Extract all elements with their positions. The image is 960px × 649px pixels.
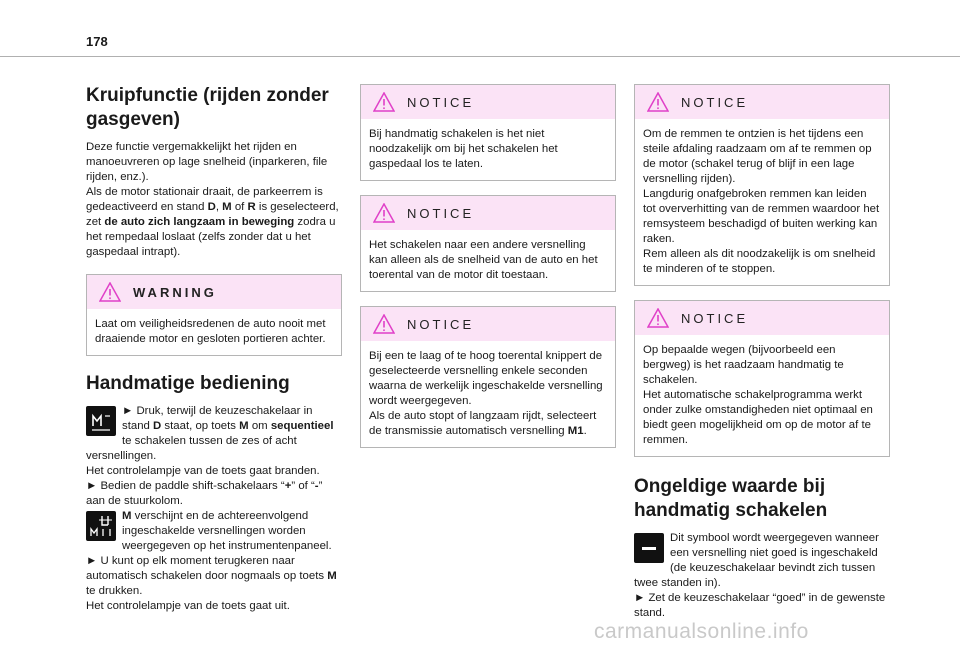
column-1 <box>86 84 342 614</box>
warning-triangle-icon <box>373 314 395 334</box>
notice-label: NOTICE <box>681 94 749 110</box>
page-number: 178 <box>86 34 108 49</box>
column-3 <box>634 84 890 621</box>
warning-box <box>86 274 342 356</box>
notice-text: Het schakelen naar een andere versnelling kan alleen als de snelheid van de auto en het toerental van de motor dit toestaan. <box>369 239 598 281</box>
warning-triangle-icon <box>373 92 395 112</box>
invalid-gear-icon <box>634 533 664 563</box>
watermark: carmanualsonline.info <box>594 620 809 643</box>
creep-intro: Deze functie vergemakkelijkt het rijden en manoeuvreren op lage snelheid (inparkeren, file rijden, enz.). <box>86 141 328 183</box>
manual-step-2: ► Bedien de paddle shift-schakelaars “+” of “-” aan de stuurkolom. <box>86 480 323 507</box>
warning-triangle-icon <box>99 282 121 302</box>
section-title-invalid: Ongeldige waarde bij handmatig schakelen <box>634 476 828 521</box>
invalid-description: Dit symbool wordt weergegeven wanneer een versnelling niet goed is ingeschakeld (de keuzeschakelaar bevindt zich tussen twee standen in). <box>634 532 879 589</box>
warning-label: WARNING <box>133 284 217 300</box>
notice-text: Om de remmen te ontzien is het tijdens een steile afdaling raadzaam om af te remmen op de motor (schakel terug of blijf in een lage versnelling rijden). Langdurig onafgebroken remmen kan leiden tot oververhitting van de remmen waardoor het remsysteem beschadigd of buiten werking kan raken. Rem alleen als dit noodzakelijk is om snelheid te minderen of te stoppen. <box>643 128 880 275</box>
notice-text: Bij handmatig schakelen is het niet noodzakelijk om bij het schakelen het gaspedaal los te laten. <box>369 128 558 170</box>
manual-lamp-off: Het controlelampje van de toets gaat uit. <box>86 600 290 612</box>
notice-header-3 <box>361 307 615 341</box>
notice-label: NOTICE <box>407 94 475 110</box>
notice-box-1 <box>360 84 616 181</box>
warning-triangle-icon <box>647 92 669 112</box>
notice-header-1 <box>361 85 615 119</box>
invalid-step: ► Zet de keuzeschakelaar “goed” in de gewenste stand. <box>634 592 886 619</box>
notice-text: Bij een te laag of te hoog toerental knippert de geselecteerde versnelling enkele seconden waarna de werkelijk ingeschakelde versnelling wordt weergegeven. Als de auto stopt of langzaam rijdt, selecteert de transmissie automatisch versnelling M1. <box>369 350 603 437</box>
notice-text: Op bepaalde wegen (bijvoorbeeld een bergweg) is het raadzaam handmatig te schakelen. Het automatische schakelprogramma werkt onder zulke omstandigheden niet optimaal en biedt geen mogelijkheid om op de motor af te remmen. <box>643 344 873 446</box>
section-title-manual: Handmatige bediening <box>86 373 290 394</box>
notice-header-5 <box>635 301 889 335</box>
section-title-creep: Kruipfunctie (rijden zonder gasgeven) <box>86 85 329 130</box>
notice-header-2 <box>361 196 615 230</box>
warning-text: Laat om veiligheidsredenen de auto nooit met draaiende motor en gesloten portieren achter. <box>95 318 326 345</box>
notice-header-4 <box>635 85 889 119</box>
notice-box-4 <box>634 84 890 286</box>
warning-header <box>87 275 341 309</box>
notice-label: NOTICE <box>407 205 475 221</box>
notice-label: NOTICE <box>407 316 475 332</box>
manual-lamp-on: Het controlelampje van de toets gaat branden. <box>86 465 320 477</box>
manual-step-1: ► Druk, terwijl de keuzeschakelaar in stand D staat, op toets M om sequentieel te schakelen tussen de zes of acht versnellingen. <box>86 405 334 462</box>
notice-box-5 <box>634 300 890 457</box>
notice-label: NOTICE <box>681 310 749 326</box>
warning-triangle-icon <box>647 308 669 328</box>
gear-display-icon <box>86 511 116 541</box>
creep-conditions: Als de motor stationair draait, de parkeerrem is gedeactiveerd en stand D, M of R is geselecteerd, zet de auto zich langzaam in beweging zodra u het rempedaal loslaat (zelfs zonder dat u het gaspedaal intrapt). <box>86 186 339 258</box>
notice-box-2 <box>360 195 616 292</box>
notice-box-3 <box>360 306 616 448</box>
warning-triangle-icon <box>373 203 395 223</box>
manual-mode-icon <box>86 406 116 436</box>
column-2 <box>360 84 616 458</box>
top-rule <box>0 56 960 57</box>
manual-display: M verschijnt en de achtereenvolgend ingeschakelde versnellingen worden weergegeven op het instrumentenpaneel. <box>86 509 342 554</box>
manual-step-3: ► U kunt op elk moment terugkeren naar automatisch schakelen door nogmaals op toets M te drukken. <box>86 555 337 597</box>
